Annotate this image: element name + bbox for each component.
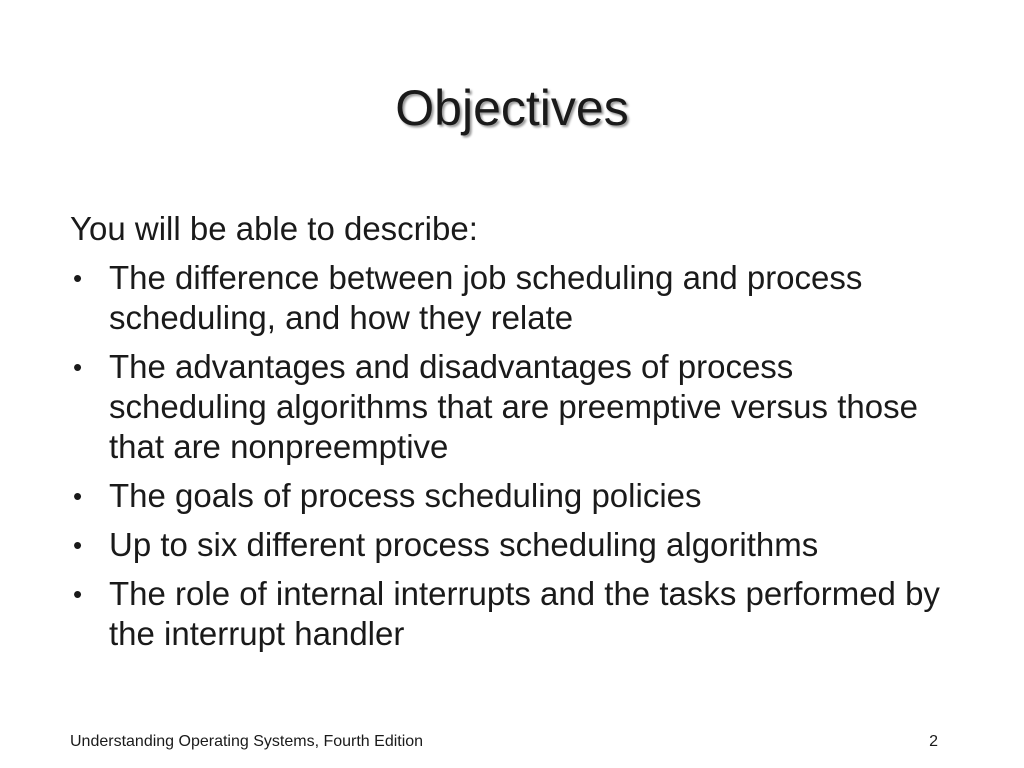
- objectives-list: [70, 258, 950, 663]
- list-item-text: The role of internal interrupts and the tasks performed by the interrupt handler: [109, 575, 940, 652]
- list-item: [70, 476, 950, 516]
- list-item: [70, 525, 950, 565]
- intro-text: You will be able to describe:: [70, 210, 478, 247]
- page-number: 2: [929, 733, 938, 750]
- bullet-icon: •: [73, 579, 83, 609]
- list-item: [70, 574, 950, 654]
- list-item-text: Up to six different process scheduling algorithms: [109, 526, 819, 563]
- footer-book-title: Understanding Operating Systems, Fourth Edition: [70, 733, 424, 750]
- list-item: [70, 347, 950, 467]
- list-item-text: The difference between job scheduling and process scheduling, and how they relate: [109, 259, 863, 336]
- list-item: [70, 258, 950, 338]
- bullet-icon: •: [73, 263, 83, 293]
- bullet-icon: •: [73, 481, 83, 511]
- bullet-icon: •: [73, 530, 83, 560]
- list-item-text: The advantages and disadvantages of process scheduling algorithms that are preemptive versus those that are nonpreemptive: [109, 348, 918, 465]
- slide-title: Objectives: [395, 80, 629, 136]
- bullet-icon: •: [73, 352, 83, 382]
- list-item-text: The goals of process scheduling policies: [109, 477, 702, 514]
